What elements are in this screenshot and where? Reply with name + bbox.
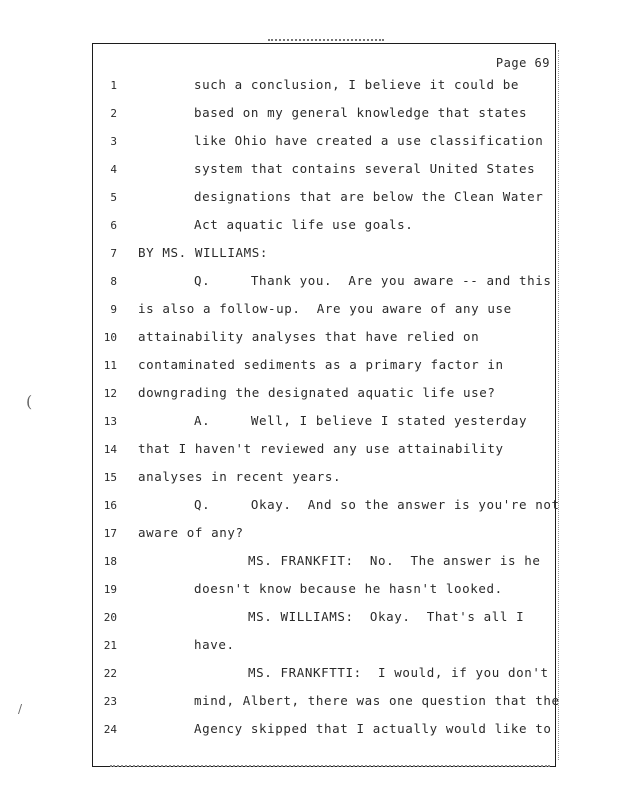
transcript-line [0,105,618,125]
line-number: 9 [110,303,117,316]
line-text: MS. FRANKFIT: No. The answer is he [248,553,541,568]
transcript-line [0,581,618,601]
line-text: Q. Okay. And so the answer is you're not [194,497,560,512]
transcript-line [0,665,618,685]
line-number: 11 [103,359,117,372]
line-text: mind, Albert, there was one question that the [194,693,560,708]
line-text: have. [194,637,235,652]
line-text: Act aquatic life use goals. [194,217,414,232]
line-number: 3 [110,135,117,148]
transcript-line [0,189,618,209]
line-number: 6 [110,219,117,232]
transcript-line [0,553,618,573]
line-text: based on my general knowledge that states [194,105,528,120]
line-number: 10 [103,331,117,344]
line-text: such a conclusion, I believe it could be [194,77,520,92]
line-text: aware of any? [138,525,244,540]
line-text: system that contains several United States [194,161,536,176]
transcript-line [0,721,618,741]
transcript-line [0,609,618,629]
line-text: BY MS. WILLIAMS: [138,245,269,260]
margin-mark: ( [26,392,33,411]
scan-artifact-bottom [110,765,550,771]
transcript-line [0,161,618,181]
line-number: 18 [103,555,117,568]
line-number: 14 [103,443,117,456]
line-text: like Ohio have created a use classification [194,133,544,148]
transcript-line [0,525,618,545]
transcript-line [0,385,618,405]
transcript-line [0,273,618,293]
line-number: 4 [110,163,117,176]
transcript-line [0,413,618,433]
line-number: 12 [103,387,117,400]
line-number: 22 [103,667,117,680]
line-text: contaminated sediments as a primary factor in [138,357,504,372]
page-number: Page 69 [495,56,550,70]
line-number: 13 [103,415,117,428]
line-number: 8 [110,275,117,288]
line-number: 16 [103,499,117,512]
line-number: 5 [110,191,117,204]
line-number: 2 [110,107,117,120]
transcript-line [0,301,618,321]
transcript-line [0,133,618,153]
line-text: MS. WILLIAMS: Okay. That's all I [248,609,525,624]
line-text: MS. FRANKFTTI: I would, if you don't [248,665,549,680]
line-number: 17 [103,527,117,540]
line-number: 23 [103,695,117,708]
transcript-line [0,245,618,265]
transcript-line [0,357,618,377]
line-text: that I haven't reviewed any use attainability [138,441,504,456]
line-number: 20 [103,611,117,624]
line-text: designations that are below the Clean Water [194,189,544,204]
line-text: Agency skipped that I actually would like to [194,721,552,736]
line-text: Q. Thank you. Are you aware -- and this [194,273,552,288]
line-text: A. Well, I believe I stated yesterday [194,413,528,428]
line-number: 15 [103,471,117,484]
transcript-line [0,441,618,461]
margin-mark: / [18,702,23,716]
line-number: 7 [110,247,117,260]
transcript-line [0,693,618,713]
line-text: is also a follow-up. Are you aware of any use [138,301,512,316]
line-text: analyses in recent years. [138,469,342,484]
line-number: 1 [110,79,117,92]
line-text: doesn't know because he hasn't looked. [194,581,503,596]
transcript-line [0,637,618,657]
transcript-line [0,469,618,489]
transcript-line [0,329,618,349]
line-text: attainability analyses that have relied on [138,329,480,344]
transcript-line [0,497,618,517]
transcript-line [0,217,618,237]
line-text: downgrading the designated aquatic life use? [138,385,496,400]
transcript-line [0,77,618,97]
line-number: 24 [103,723,117,736]
line-number: 21 [103,639,117,652]
line-number: 19 [103,583,117,596]
